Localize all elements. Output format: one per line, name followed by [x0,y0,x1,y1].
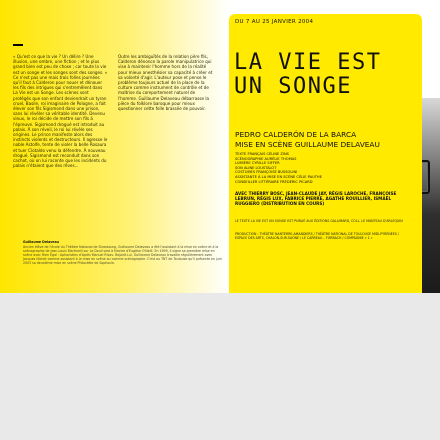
play-title-line1: LA VIE EST [234,50,382,75]
credit-item: TEXTE FRANÇAIS CÉLINE ZINS [235,152,289,156]
text-column-1: « Qu'est ce que la vie ? Un délire ? Une illusion, une ombre, une fiction ; et le plus grand bien est peu de chose ; car toute la vie est un songe et les songes sont des songes. » Ce n'est pas une mais trois folles journées qu'il faut à Calderon pour nouer et dénouer les fils des intrigues qui s'entremêlent dans La Vie est un Songe. Les scènes sont protégés que son enfant deviendrait un tyran cruel, Basile, roi imaginaire de Pologne, a fait élever son fils Sigismond dans une prison, sans lui révéler sa véritable identité. Devenu vieux, le roi décide de mettre son fils à l'épreuve. Sigismond drogué est introduit au palais. À son réveil, le roi lui révèle ses origines. Le prince manifeste alors des instincts violents et destructeurs. Il agresse le noble Astolfe, tente de violer la belle Rosaura et tuer Clotaldo venu la défendre. À nouveau drogué, Sigismond est reconduit dans son cachot, où on lui raconte que les incidents du palais n'étaient que des rêves... [13,54,108,169]
text-column-2: Outre les ambiguïtés de la relation père fils, Calderon dénonce la parole manipulatrice qui vise à maintenir l'homme hors de la réalité pour mieux anesthésier sa capacité à créer et sa volonté d'agir. L'auteur pose et pense le problème toujours actuel de la place de la culture comme instrument de contrôle et de maîtrise du comportement naturel de l'homme. Guillaume Delaveau débarrasse la pièce du folklore baroque pour mieux questionner cette folle brassée de pouvoir. [118,54,213,112]
play-title-line2: UN SONGE [234,74,352,99]
credit-item: COSTUMES FRANÇOISE BUSSOLINI [235,170,298,175]
section-marker [13,44,23,46]
author-block [235,130,380,149]
director-bio-body: Ancien élève de l'école du Théâtre National de Strasbourg, Guillaume Delaveau a été l'assistant à la mise en scène et à la scénographie de Jean-Louis Martinelli sur Le Deuil sied à Electre d'Eugène O'Neill. En 1999, il signe sa première mise en scène avec Rien Égal : Aphoristies d'Après Manuel Rivas. Rajoiré-Lui, Guillaume Delaveau travaille régulièrement avec Jacques Nichet comme assistant à la mise en scène ou comme scénographe. C'est au TNT de Toulouse qu'il présente en juin 2003 sa deuxième mise en scène Philoctète de Sophocle. [23,245,222,265]
credits-list [235,152,415,184]
production-info: PRODUCTION : THÉÂTRE NANTERRE-AMANDIERS / THÉÂTRE NATIONAL DE TOULOUSE MIDI-PYRÉNÉES / ESPACE DES ARTS, CHALON-SUR-SAÔNE / LE CARREAU – FORBACH / COMPAGNIE « 1 » [235,232,399,241]
director-bio [23,240,223,265]
date-range: DU 7 AU 25 JANVIER 2004 [235,19,314,25]
credit-item: LUMIÈRE CYRILLE SIFFER [235,161,280,166]
author-name: PEDRO CALDERÓN DE LA BARCA [235,130,357,139]
credit-item: ASSISTANTE À LA MISE EN SCÈNE CÉLIE PAUTHE [235,174,322,179]
credit-item: CONSEILLER LITTÉRAIRE FRÉDÉRIC PICARD [235,179,313,184]
play-title [234,51,381,99]
cast-list: AVEC THIERRY BOSC, JEAN-CLAUDE JAY, RÉGIS LAROCHE, FRANÇOISE LEBRUN, RÉGIS LUX, FABRICE PIERRE, AGATHE ROUILLIER, ISMAËL RUGGIERO (DISTRIBUTION EN COURS) [235,191,397,207]
director-bio-title: Guillaume Delaveau [23,240,59,244]
credit-item: SON ALINE LOUSTALOT [235,165,277,170]
publication-info: LE TEXTE LA VIE EST UN SONGE EST PUBLIÉ AUX ÉDITIONS GALLIMARD, COLL. LE MANTEAU D'ARLEQUIN [235,219,403,223]
director-name: MISE EN SCÈNE GUILLAUME DELAVEAU [235,139,380,149]
credit-item: SCÉNOGRAPHIE AURÉLIE THOMAS [235,156,297,161]
left-page [0,0,229,293]
